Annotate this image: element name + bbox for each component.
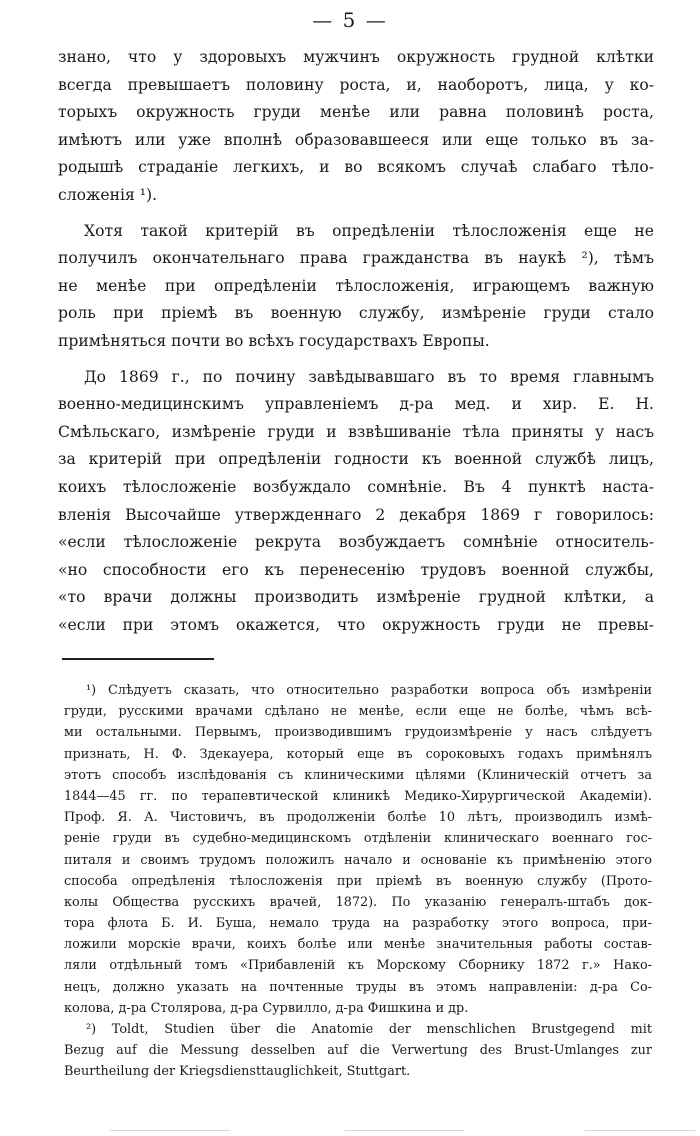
text-line: «если тѣлосложеніе рекрута возбуждаетъ сомнѣніе относитель- — [58, 533, 654, 552]
footnotes — [64, 680, 652, 1083]
text-line: примѣняться почти во всѣхъ государствахъ Европы. — [58, 331, 490, 350]
footnote-line: реніе груди въ судебно-медицинскомъ отдѣленіи клиническаго военнаго гос- — [64, 831, 652, 847]
text-line: не менѣе при опредѣленіи тѣлосложенія, играющемъ важную — [58, 276, 654, 295]
main-text — [58, 44, 654, 647]
text-line: всегда превышаетъ половину роста, и, наоборотъ, лица, у ко- — [58, 75, 654, 94]
footnote-line: питаля и своимъ трудомъ положилъ начало и основаніе къ примѣненію этого — [64, 852, 652, 868]
paragraph-2 — [58, 218, 654, 356]
scan-mark — [345, 1130, 465, 1131]
footnote-line: Beurtheilung der Kriegsdiensttauglichkeit, Stuttgart. — [64, 1064, 411, 1080]
footnote-line: ²) Toldt, Studien über die Anatomie der menschlichen Brustgegend mit — [86, 1022, 652, 1037]
footnote-separator — [62, 658, 214, 660]
text-line: родышѣ страданіе легкихъ, и во всякомъ случаѣ слабаго тѣло- — [58, 158, 654, 177]
paragraph-3 — [58, 364, 654, 640]
paragraph-1 — [58, 44, 654, 210]
text-line: роль при пріемѣ въ военную службу, измѣреніе груди стало — [58, 304, 654, 323]
footnote-2 — [64, 1019, 652, 1083]
footnote-line: ложили морскіе врачи, коихъ болѣе или менѣе значительныя работы состав- — [64, 937, 652, 953]
page-number: — 5 — — [312, 8, 388, 32]
footnote-line: колы Общества русскихъ врачей, 1872). По указанію генералъ-штабъ док- — [64, 894, 652, 910]
scan-artifacts — [0, 1130, 700, 1132]
scan-mark — [110, 1130, 230, 1131]
text-line: «но способности его къ перенесенію трудовъ военной службы, — [58, 560, 654, 579]
footnote-line: груди, русскими врачами сдѣлано не менѣе, если еще не болѣе, чѣмъ всѣ- — [64, 704, 652, 720]
footnote-line: этотъ способъ изслѣдованія съ клиническими цѣлями (Клиническій отчетъ за — [64, 767, 652, 783]
footnote-line: ¹) Слѣдуетъ сказать, что относительно разработки вопроса объ измѣреніи — [86, 683, 652, 698]
footnote-line: способа опредѣленія тѣлосложенія при пріемѣ въ военную службу (Прото- — [64, 873, 652, 889]
footnote-line: признать, Н. Ф. Здекауера, который еще въ сороковыхъ годахъ примѣнялъ — [64, 746, 652, 762]
text-line: До 1869 г., по почину завѣдывавшаго въ то время главнымъ — [84, 367, 654, 386]
text-line: имѣютъ или уже вполнѣ образовавшееся или еще только въ за- — [58, 130, 654, 149]
text-line: коихъ тѣлосложеніе возбуждало сомнѣніе. Въ 4 пунктѣ наста- — [58, 477, 654, 496]
text-line: торыхъ окружность груди менѣе или равна половинѣ роста, — [58, 103, 654, 122]
text-line: получилъ окончательнаго права гражданства въ наукѣ ²), тѣмъ — [58, 249, 654, 268]
scan-mark — [585, 1130, 695, 1131]
footnote-line: колова, д-ра Столярова, д-ра Сурвилло, д-ра Фишкина и др. — [64, 1000, 469, 1016]
footnote-line: 1844—45 гг. по терапевтической клиникѣ Медико-Хирургической Академіи). — [64, 788, 652, 804]
footnote-line: нецъ, должно указать на почтенные труды въ этомъ направленіи: д-ра Со- — [64, 979, 652, 995]
text-line: Смѣльскаго, измѣреніе груди и взвѣшиваніе тѣла приняты у насъ — [58, 422, 654, 441]
footnote-line: ми остальными. Первымъ, производившимъ грудоизмѣреніе у насъ слѣдуетъ — [64, 725, 652, 741]
footnote-line: ляли отдѣльный томъ «Прибавленій къ Морскому Сборнику 1872 г.» Нако- — [64, 958, 652, 974]
footnote-line: Проф. Я. А. Чистовичъ, въ продолженіи болѣе 10 лѣтъ, производилъ измѣ- — [64, 810, 652, 826]
text-line: военно-медицинскимъ управленіемъ д-ра мед. и хир. Е. Н. — [58, 395, 654, 414]
text-line: Хотя такой критерій въ опредѣленіи тѣлосложенія еще не — [84, 221, 654, 240]
text-line: вленія Высочайше утвержденнаго 2 декабря 1869 г говорилось: — [58, 505, 654, 524]
text-line: «если при этомъ окажется, что окружность груди не превы- — [58, 615, 654, 634]
footnote-line: Bezug auf die Messung desselben auf die Verwertung des Brust-Umlanges zur — [64, 1043, 652, 1059]
text-line: «то врачи должны производить измѣреніе грудной клѣтки, а — [58, 588, 654, 607]
footnote-line: тора флота Б. И. Буша, немало труда на разработку этого вопроса, при- — [64, 916, 652, 932]
text-line: сложенія ¹). — [58, 185, 158, 204]
text-line: знано, что у здоровыхъ мужчинъ окружность грудной клѣтки — [58, 48, 654, 66]
text-line: за критерій при опредѣленіи годности къ военной службѣ лицъ, — [58, 450, 654, 469]
footnote-1 — [64, 680, 652, 1019]
